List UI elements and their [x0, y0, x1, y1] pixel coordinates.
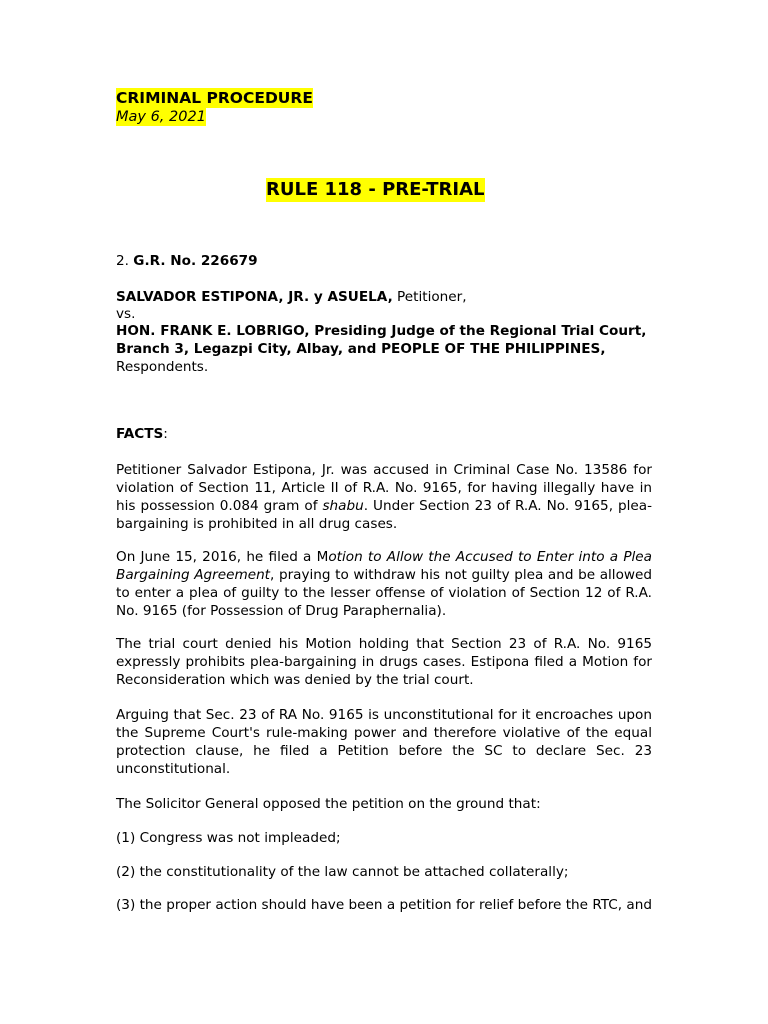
- facts-p2-text-end: , praying to withdraw his not guilty plea and be allowed to enter a plea of guilty to the lesser offense of violation of Section 12 of R.A. No. 9165 (for Possession of Drug Paraphernalia).: [116, 567, 652, 619]
- case-number-prefix: 2.: [116, 253, 134, 269]
- petitioner-role: Petitioner,: [392, 289, 467, 305]
- list-item-2: (2) the constitutionality of the law cannot be attached collaterally;: [116, 864, 569, 880]
- facts-heading-colon: :: [163, 426, 168, 442]
- respondents-block: [116, 322, 652, 376]
- versus-line: vs.: [116, 306, 136, 322]
- gr-number: G.R. No. 226679: [133, 253, 258, 269]
- facts-paragraph-3: The trial court denied his Motion holding that Section 23 of R.A. No. 9165 expressly prohibits plea-bargaining in drugs cases. Estipona filed a Motion for Reconsideration which was denied by the trial court.: [116, 636, 652, 688]
- facts-p2-italic: otion to Allow the Accused to Enter into a Plea Bargaining Agreement: [116, 549, 652, 583]
- respondents-role: Respondents.: [116, 359, 209, 375]
- list-item-3: (3) the proper action should have been a petition for relief before the RTC, and: [116, 897, 653, 913]
- facts-paragraph-2: [116, 548, 652, 620]
- facts-heading: [116, 425, 652, 443]
- respondents-names: HON. FRANK E. LOBRIGO, Presiding Judge of the Regional Trial Court, Branch 3, Legazpi City, Albay, and PEOPLE OF THE PHILIPPINES,: [116, 323, 647, 357]
- case-number: [116, 252, 652, 270]
- petitioner-line: [116, 288, 652, 306]
- lecture-date: May 6, 2021: [116, 109, 206, 125]
- facts-p1-text: Petitioner Salvador Estipona, Jr. was accused in Criminal Case No. 13586 for violation of Section 11, Article II of R.A. No. 9165, for having illegally have in his possession 0.084 gram of: [116, 462, 652, 514]
- facts-heading-text: FACTS: [116, 426, 164, 442]
- rule-heading: RULE 118 - PRE-TRIAL: [266, 179, 485, 200]
- facts-p2-text: On June 15, 2016, he filed a M: [116, 549, 329, 565]
- petitioner-name: SALVADOR ESTIPONA, JR. y ASUELA,: [116, 289, 393, 305]
- facts-paragraph-4: Arguing that Sec. 23 of RA No. 9165 is unconstitutional for it encroaches upon the Supreme Court's rule-making power and therefore violative of the equal protection clause, he filed a Petition before the SC to declare Sec. 23 unconstitutional.: [116, 707, 652, 777]
- facts-p1-text-end: . Under Section 23 of R.A. No. 9165, plea-bargaining is prohibited in all drug cases.: [116, 498, 652, 532]
- facts-paragraph-1: [116, 461, 652, 533]
- list-item-1: (1) Congress was not impleaded;: [116, 830, 341, 846]
- facts-p1-italic: shabu: [322, 498, 364, 514]
- course-title: CRIMINAL PROCEDURE: [116, 89, 313, 107]
- facts-paragraph-5: The Solicitor General opposed the petition on the ground that:: [116, 796, 541, 812]
